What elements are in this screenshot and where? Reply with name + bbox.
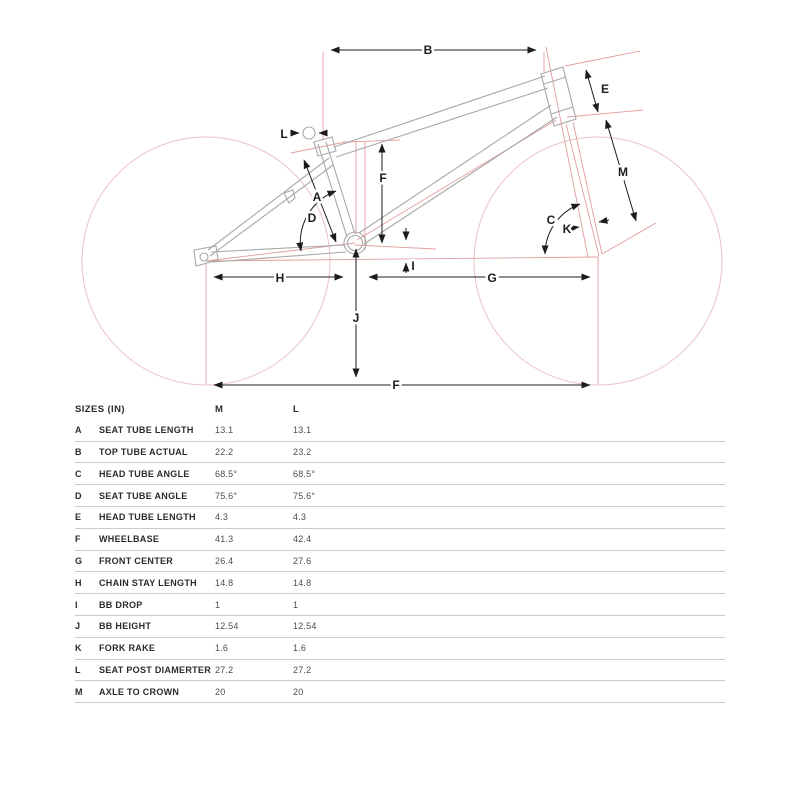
row-letter: F — [75, 534, 81, 545]
seat-tube-left — [318, 144, 347, 237]
rear-dropout — [194, 246, 218, 266]
table-row — [75, 441, 725, 463]
dim-label-g: G — [487, 271, 497, 285]
row-letter: J — [75, 621, 81, 632]
table-row — [75, 528, 725, 550]
row-value-l: 4.3 — [293, 512, 307, 523]
row-value-l: 12.54 — [293, 621, 317, 632]
row-name: CHAIN STAY LENGTH — [99, 577, 197, 588]
frame — [194, 67, 576, 266]
e-witness-top — [565, 51, 640, 66]
row-value-m: 68.5° — [215, 468, 238, 479]
table-row — [75, 593, 725, 615]
row-value-l: 1 — [293, 599, 299, 610]
dim-label-l: L — [280, 127, 288, 141]
row-value-l: 75.6° — [293, 490, 316, 501]
row-value-l: 27.6 — [293, 555, 312, 566]
table-row — [75, 550, 725, 572]
down-tube-upper — [359, 105, 551, 233]
row-name: TOP TUBE ACTUAL — [99, 446, 188, 457]
row-name: SEAT TUBE LENGTH — [99, 425, 194, 436]
seat-post-circle — [303, 127, 315, 139]
row-name: FORK RAKE — [99, 643, 156, 654]
row-value-l: 23.2 — [293, 446, 312, 457]
headset-top-line — [544, 77, 566, 84]
row-letter: K — [75, 643, 82, 654]
headset-bottom-line — [551, 107, 573, 114]
downtube-axis — [357, 120, 556, 240]
m-witness-bottom — [602, 223, 656, 254]
row-name: BB HEIGHT — [99, 621, 152, 632]
dimension-labels — [276, 43, 628, 392]
head-tube — [541, 67, 576, 126]
row-value-l: 42.4 — [293, 534, 312, 545]
size-table — [75, 399, 725, 703]
row-letter: M — [75, 686, 83, 697]
row-value-l: 27.2 — [293, 664, 312, 675]
row-name: AXLE TO CROWN — [99, 686, 180, 697]
row-value-l: 1.6 — [293, 643, 307, 654]
row-value-l: 14.8 — [293, 577, 312, 588]
table-row — [75, 680, 725, 702]
rear-axle-circle — [200, 253, 208, 261]
bike-geometry-diagram — [0, 0, 800, 398]
down-tube-lower — [364, 117, 557, 244]
table-row — [75, 615, 725, 637]
table-row — [75, 659, 725, 681]
row-name: SEAT TUBE ANGLE — [99, 490, 188, 501]
table-row — [75, 506, 725, 528]
row-name: HEAD TUBE LENGTH — [99, 512, 196, 523]
bb-level-line — [355, 245, 436, 249]
row-value-m: 1 — [215, 599, 221, 610]
dim-label-j: J — [352, 311, 360, 325]
row-name: SEAT POST DIAMERTER — [99, 664, 212, 675]
row-value-m: 22.2 — [215, 446, 234, 457]
row-value-m: 1.6 — [215, 643, 229, 654]
dimension-lines — [214, 50, 636, 385]
top-tube-lower — [336, 88, 548, 157]
row-value-l: 13.1 — [293, 425, 312, 436]
row-value-m: 20 — [215, 686, 226, 697]
row-value-m: 13.1 — [215, 425, 234, 436]
row-name: WHEELBASE — [99, 534, 160, 545]
row-value-m: 14.8 — [215, 577, 234, 588]
size-table-rows — [75, 420, 725, 702]
row-value-m: 75.6° — [215, 490, 238, 501]
row-value-l: 20 — [293, 686, 304, 697]
row-name: BB DROP — [99, 599, 143, 610]
row-name: HEAD TUBE ANGLE — [99, 468, 190, 479]
dim-label-b: B — [423, 43, 433, 57]
row-value-m: 26.4 — [215, 555, 234, 566]
dim-label-m: M — [618, 165, 628, 179]
table-row — [75, 420, 725, 441]
size-table-header — [75, 399, 725, 420]
seat-stay-upper — [208, 158, 329, 250]
row-letter: H — [75, 577, 82, 588]
dim-label-k: K — [562, 222, 572, 236]
row-value-m: 4.3 — [215, 512, 229, 523]
row-value-m: 12.54 — [215, 621, 239, 632]
dim-k-arrow-right — [599, 220, 609, 222]
dim-label-c: C — [546, 213, 556, 227]
row-letter: A — [75, 425, 82, 436]
dim-label-h: H — [275, 271, 285, 285]
row-value-m: 41.3 — [215, 534, 234, 545]
row-letter: L — [75, 664, 81, 675]
row-letter: D — [75, 490, 82, 501]
fork-blade-rear — [566, 124, 599, 256]
dim-e-line — [586, 70, 598, 112]
header-col-l: L — [293, 403, 300, 415]
construction-lines — [206, 47, 656, 384]
dim-label-d: D — [307, 211, 317, 225]
dim-label-e: E — [600, 82, 610, 96]
header-sizes: SIZES (IN) — [75, 403, 125, 415]
table-row — [75, 484, 725, 506]
table-row — [75, 571, 725, 593]
row-letter: I — [75, 599, 78, 610]
top-tube-upper — [334, 76, 545, 147]
dim-label-a: A — [312, 190, 322, 204]
row-value-l: 68.5° — [293, 468, 316, 479]
geometry-svg — [0, 0, 800, 398]
row-letter: C — [75, 468, 82, 479]
chain-stay-upper — [211, 245, 344, 252]
row-letter: G — [75, 555, 83, 566]
row-letter: B — [75, 446, 82, 457]
table-row — [75, 637, 725, 659]
table-row — [75, 462, 725, 484]
row-value-m: 27.2 — [215, 664, 234, 675]
row-letter: E — [75, 512, 82, 523]
fork-blade-front — [573, 122, 602, 254]
header-col-m: M — [215, 403, 224, 415]
e-witness-bottom — [567, 110, 643, 117]
row-name: FRONT CENTER — [99, 555, 174, 566]
dim-k-arrow-left — [572, 227, 579, 228]
dim-label-f-top: F — [379, 171, 387, 185]
dim-label-i: I — [411, 259, 415, 273]
dim-label-f-bottom: F — [392, 378, 400, 392]
